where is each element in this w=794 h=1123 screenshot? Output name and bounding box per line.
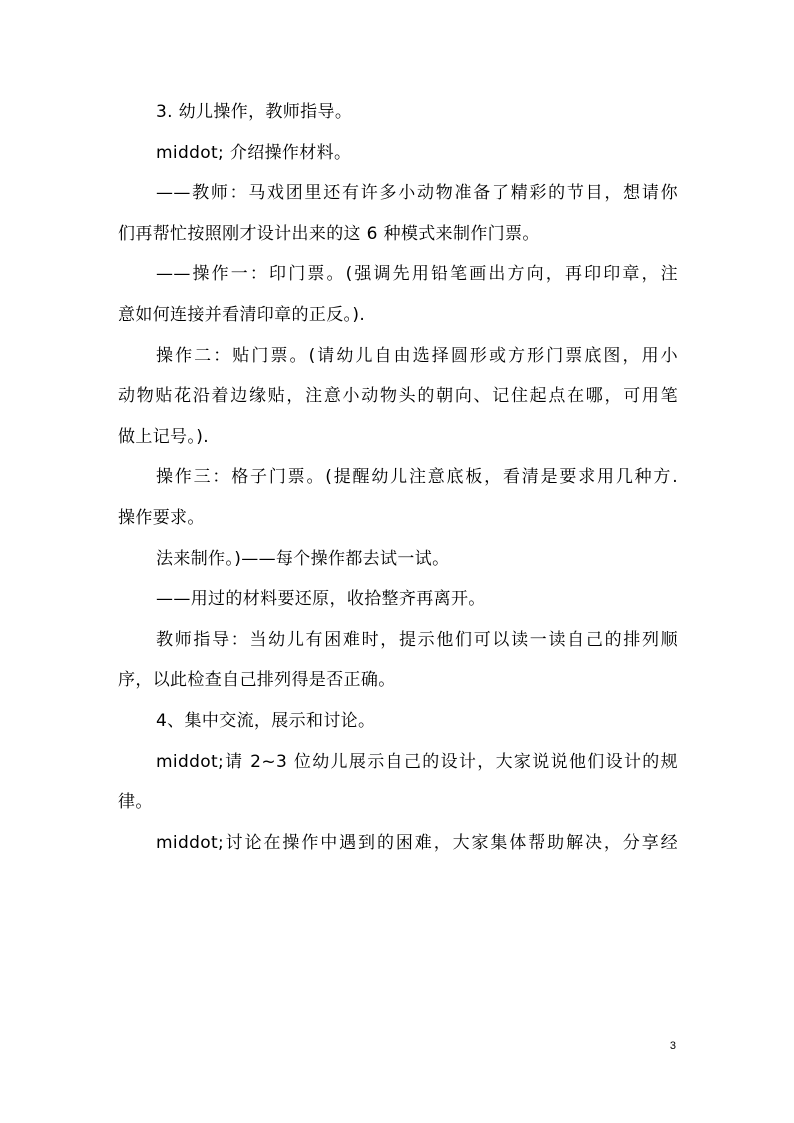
text-line: 们再帮忙按照刚才设计出来的这 6 种模式来制作门票。	[118, 223, 540, 244]
text-line: middot;请 2~3 位幼儿展示自己的设计，大家说说他们设计的规	[156, 751, 678, 772]
text-line: middot;讨论在操作中遇到的困难，大家集体帮助解决，分享经	[156, 832, 678, 853]
text-line: 操作二：贴门票。(请幼儿自由选择圆形或方形门票底图，用小	[156, 345, 678, 366]
text-line: 4、集中交流，展示和讨论。	[156, 710, 376, 731]
text-line: 法来制作。)——每个操作都去试一试。	[156, 548, 450, 569]
text-line: 操作要求。	[118, 507, 205, 528]
text-line: ——用过的材料要还原，收拾整齐再离开。	[156, 589, 486, 610]
text-line: 做上记号。).	[118, 426, 209, 447]
text-line: middot; 介绍操作材料。	[156, 142, 352, 163]
page-number: 3	[669, 1040, 676, 1052]
text-line: ——操作一：印门票。(强调先用铅笔画出方向，再印印章，注	[156, 264, 678, 285]
text-line: 操作三：格子门票。(提醒幼儿注意底板，看清是要求用几种方.	[156, 467, 678, 488]
text-line: 律。	[118, 792, 153, 813]
text-line: 动物贴花沿着边缘贴，注意小动物头的朝向、记住起点在哪，可用笔	[118, 386, 678, 407]
body-text	[118, 92, 678, 863]
text-line: 3. 幼儿操作，教师指导。	[156, 102, 353, 122]
text-line: 意如何连接并看清印章的正反。).	[118, 304, 366, 325]
text-line: 教师指导：当幼儿有困难时，提示他们可以读一读自己的排列顺	[156, 629, 678, 650]
text-line: 序，以此检查自己排列得是否正确。	[118, 670, 396, 691]
text-line: ——教师：马戏团里还有许多小动物准备了精彩的节目，想请你	[156, 183, 678, 204]
